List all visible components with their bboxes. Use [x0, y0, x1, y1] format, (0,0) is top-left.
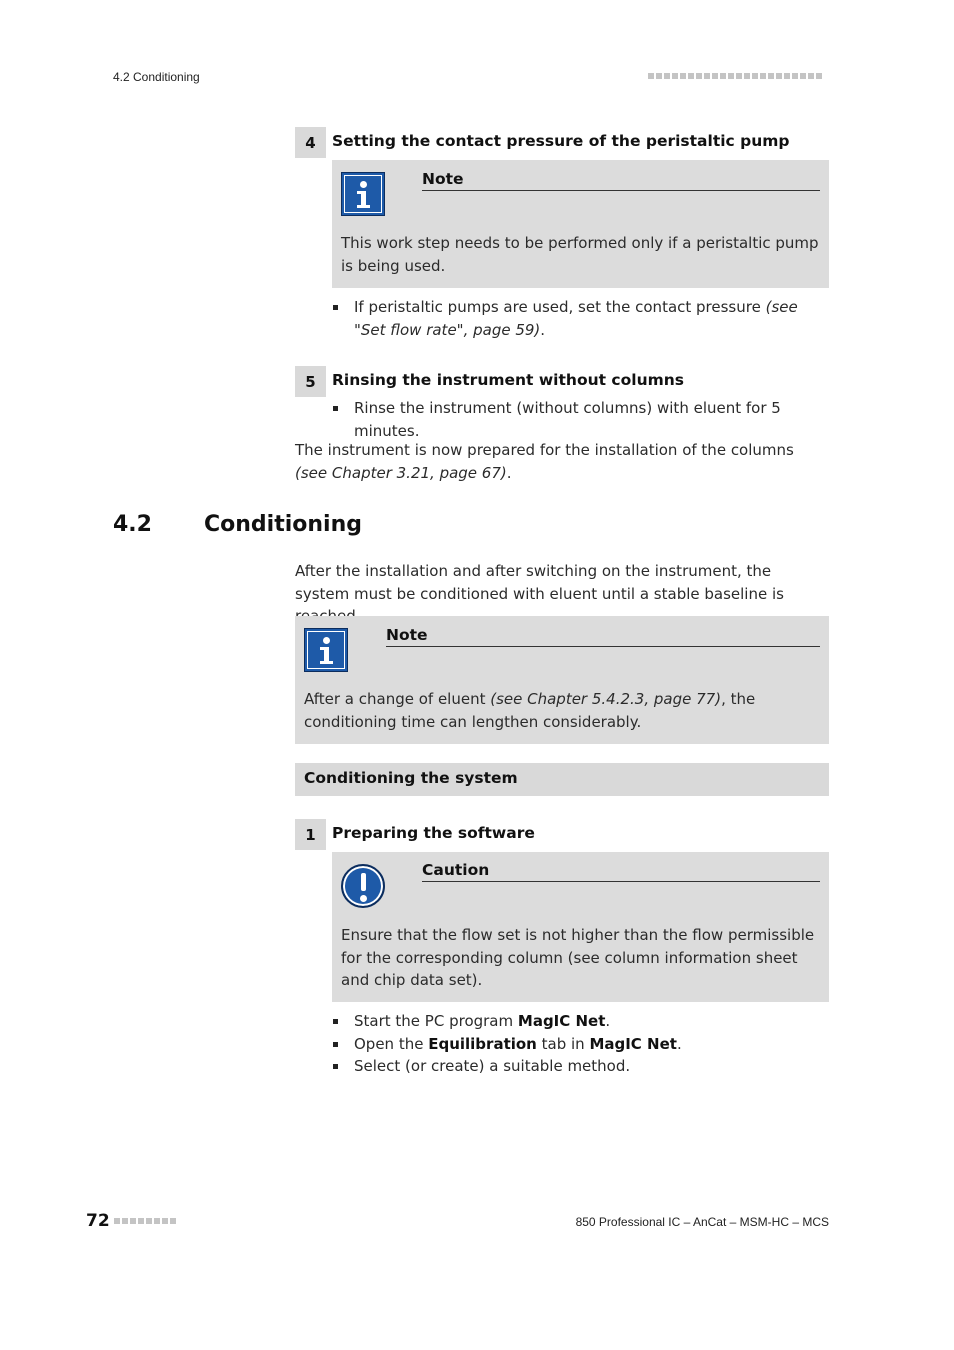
step-title-4: Setting the contact pressure of the peristaltic pump — [332, 132, 790, 150]
section-title: Conditioning — [204, 512, 362, 537]
prepared-paragraph: The instrument is now prepared for the installation of the columns (see Chapter 3.21, page 67). — [295, 441, 794, 482]
list-item: Select (or create) a suitable method. — [332, 1055, 812, 1078]
note-text: After a change of eluent (see Chapter 5.4.2.3, page 77), the conditioning time can lengthen considerably. — [304, 690, 756, 731]
note-box-peristaltic — [332, 160, 829, 288]
info-icon — [304, 628, 348, 672]
procedure-subheading: Conditioning the system — [295, 763, 829, 796]
caution-title: Caution — [422, 861, 820, 882]
list-item: If peristaltic pumps are used, set the contact pressure (see "Set flow rate", page 59). — [332, 296, 812, 341]
caution-text: Ensure that the flow set is not higher than the flow permissible for the corresponding column (see column information sheet and chip data set). — [341, 926, 815, 989]
note-title: Note — [422, 170, 820, 191]
step-title-1: Preparing the software — [332, 824, 535, 842]
caution-box — [332, 852, 829, 1002]
list-item: Open the Equilibration tab in MagIC Net. — [332, 1033, 812, 1056]
running-header-section: 4.2 Conditioning — [113, 70, 200, 84]
list-item: Rinse the instrument (without columns) with eluent for 5 minutes. — [332, 397, 832, 442]
step5-bullet-list — [332, 397, 832, 442]
footer-document-title: 850 Professional IC – AnCat – MSM-HC – MCS — [575, 1215, 829, 1229]
section-number: 4.2 — [113, 512, 152, 537]
section-intro: After the installation and after switching on the instrument, the system must be conditioned with eluent until a stable baseline is — [295, 562, 784, 603]
header-dot-bar — [648, 73, 822, 79]
step-title-5: Rinsing the instrument without columns — [332, 371, 685, 389]
step-number-1: 1 — [295, 819, 326, 850]
footer-dot-bar — [114, 1218, 176, 1224]
step-number-4: 4 — [295, 127, 326, 158]
cross-reference-link[interactable]: (see Chapter 5.4.2.3, page 77) — [490, 690, 722, 708]
step-number-5: 5 — [295, 366, 326, 397]
page-number: 72 — [86, 1211, 110, 1231]
note-title: Note — [386, 626, 820, 647]
step4-bullet-list — [332, 296, 812, 341]
cross-reference-link[interactable]: (see Chapter 3.21, page 67) — [295, 463, 507, 482]
list-item: Start the PC program MagIC Net. — [332, 1010, 812, 1033]
note-text: This work step needs to be performed only if a peristaltic pump is being used. — [341, 234, 819, 275]
cross-reference-link[interactable]: (see "Set flow rate", page 59) — [354, 298, 798, 339]
note-box-eluent — [295, 616, 829, 744]
exclamation-icon — [341, 864, 385, 908]
step1-bullet-list — [332, 1010, 812, 1078]
info-icon — [341, 172, 385, 216]
